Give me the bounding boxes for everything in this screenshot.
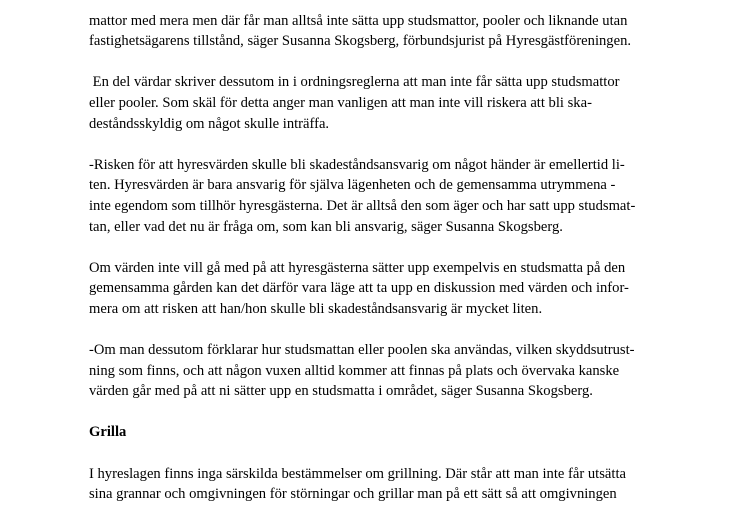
text-line: deståndsskyldig om något skulle inträffa. [89, 115, 330, 132]
text-line: tan, eller vad det nu är fråga om, som kan bli ansvarig, säger Susanna Skogsberg. [89, 218, 563, 235]
section-heading-grilla: Grilla [89, 424, 127, 441]
text-line: sina grannar och omgivningen för störningar och grillar man på ett sätt så att omgivningen [89, 486, 617, 503]
document-body [89, 0, 669, 525]
text-line: fastighetsägarens tillstånd, säger Susanna Skogsberg, förbundsjurist på Hyresgästföreningen. [89, 33, 632, 50]
text-line: I hyreslagen finns inga särskilda bestämmelser om grillning. Där står att man inte får utsätta [89, 465, 626, 482]
text-line: ten. Hyresvärden är bara ansvarig för själva lägenheten och de gemensamma utrymmena - [89, 177, 616, 194]
text-line: värden går med på att ni sätter upp en studsmatta i området, säger Susanna Skogsberg. [89, 383, 593, 400]
text-line: En del värdar skriver dessutom in i ordningsreglerna att man inte får sätta upp studsmattor [89, 74, 620, 91]
text-line: Om värden inte vill gå med på att hyresgästerna sätter upp exempelvis en studsmatta på den [89, 259, 626, 276]
paragraph-forklarar [89, 340, 669, 402]
text-line: eller pooler. Som skäl för detta anger man vanligen att man inte vill riskera att bli ska- [89, 94, 592, 111]
paragraph-om-varden [89, 258, 669, 320]
paragraph-hyreslagen [89, 464, 669, 505]
text-line: gemensamma gården kan det därför vara läge att ta upp en diskussion med värden och infor- [89, 280, 629, 297]
paragraph-risken [89, 155, 669, 237]
text-line: -Om man dessutom förklarar hur studsmattan eller poolen ska användas, vilken skyddsutrust- [89, 342, 635, 359]
text-line: -Risken för att hyresvärden skulle bli skadeståndsansvarig om något händer är emellertid li- [89, 156, 625, 173]
paragraph-ordningsregler [89, 72, 669, 134]
text-line: mattor med mera men där får man alltså inte sätta upp studsmattor, pooler och liknande utan [89, 12, 628, 29]
text-line: mera om att risken att han/hon skulle bli skadeståndsansvarig är mycket liten. [89, 300, 543, 317]
text-line: ning som finns, och att någon vuxen alltid kommer att finnas på plats och övervaka kanske [89, 362, 620, 379]
paragraph-intro [89, 0, 669, 52]
text-line: inte egendom som tillhör hyresgästerna. Det är alltså den som äger och har satt upp studsmat- [89, 197, 636, 214]
